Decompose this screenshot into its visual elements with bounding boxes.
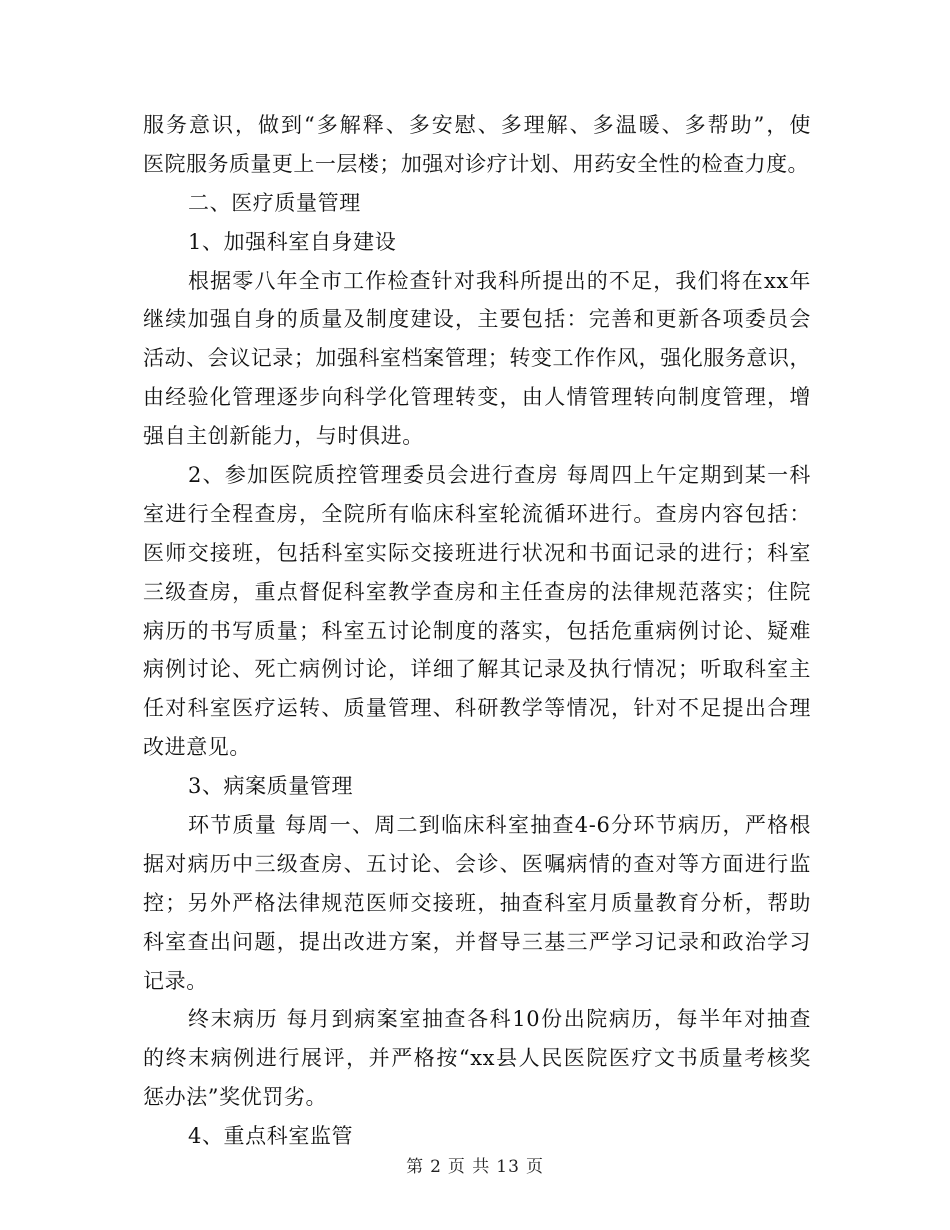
- text-line: 据对病历中三级查房、五讨论、会诊、医嘱病情的查对等方面进行监: [143, 851, 811, 876]
- text-line: 室进行全程查房，全院所有临床科室轮流循环进行。查房内容包括：: [143, 501, 811, 526]
- text-line: 三级查房，重点督促科室教学查房和主任查房的法律规范落实；住院: [143, 579, 811, 604]
- text-line: 环节质量 每周一、周二到临床科室抽查4-6分环节病历，严格根: [188, 813, 811, 838]
- footer-current-page: 2: [430, 1157, 442, 1177]
- text-line: 根据零八年全市工作检查针对我科所提出的不足，我们将在xx年: [188, 268, 811, 293]
- footer-suffix: 页: [525, 1157, 544, 1177]
- text-line: 服务意识，做到“多解释、多安慰、多理解、多温暖、多帮助”，使: [143, 113, 811, 137]
- text-line: 病历的书写质量；科室五讨论制度的落实，包括危重病例讨论、疑难: [143, 618, 811, 643]
- text-line: 1、加强科室自身建设: [188, 229, 397, 254]
- text-line: 强自主创新能力，与时俱进。: [143, 424, 424, 449]
- footer-middle: 页 共: [447, 1157, 491, 1177]
- text-line: 活动、会议记录；加强科室档案管理；转变工作作风，强化服务意识，: [143, 346, 811, 371]
- text-line: 改进意见。: [143, 735, 251, 760]
- text-line: 终末病历 每月到病案室抽查各科10份出院病历，每半年对抽查: [188, 1007, 811, 1032]
- text-line: 病例讨论、死亡病例讨论，详细了解其记录及执行情况；听取科室主: [143, 657, 811, 682]
- text-line: 科室查出问题，提出改进方案，并督导三基三严学习记录和政治学习: [143, 929, 811, 954]
- text-line: 医院服务质量更上一层楼；加强对诊疗计划、用药安全性的检查力度。: [143, 151, 810, 176]
- text-line: 3、病案质量管理: [188, 774, 354, 799]
- text-line: 2、参加医院质控管理委员会进行查房 每周四上午定期到某一科: [188, 463, 811, 488]
- text-line: 4、重点科室监管: [188, 1124, 354, 1149]
- footer-prefix: 第: [406, 1157, 425, 1177]
- footer-total-pages: 13: [496, 1157, 520, 1177]
- document-body: [143, 106, 811, 1156]
- text-line: 任对科室医疗运转、质量管理、科研教学等情况，针对不足提出合理: [143, 696, 811, 721]
- page-footer: [0, 1152, 950, 1177]
- text-line: 控；另外严格法律规范医师交接班，抽查科室月质量教育分析，帮助: [143, 890, 811, 915]
- text-line: 的终末病例进行展评，并严格按“xx县人民医院医疗文书质量考核奖: [143, 1046, 811, 1071]
- text-line: 惩办法”奖优罚劣。: [143, 1085, 328, 1110]
- text-line: 二、医疗质量管理: [188, 190, 361, 215]
- text-line: 记录。: [143, 968, 208, 993]
- text-line: 继续加强自身的质量及制度建设，主要包括：完善和更新各项委员会: [143, 307, 811, 332]
- text-line: 由经验化管理逐步向科学化管理转变，由人情管理转向制度管理，增: [143, 385, 811, 410]
- text-line: 医师交接班，包括科室实际交接班进行状况和书面记录的进行；科室: [143, 540, 811, 565]
